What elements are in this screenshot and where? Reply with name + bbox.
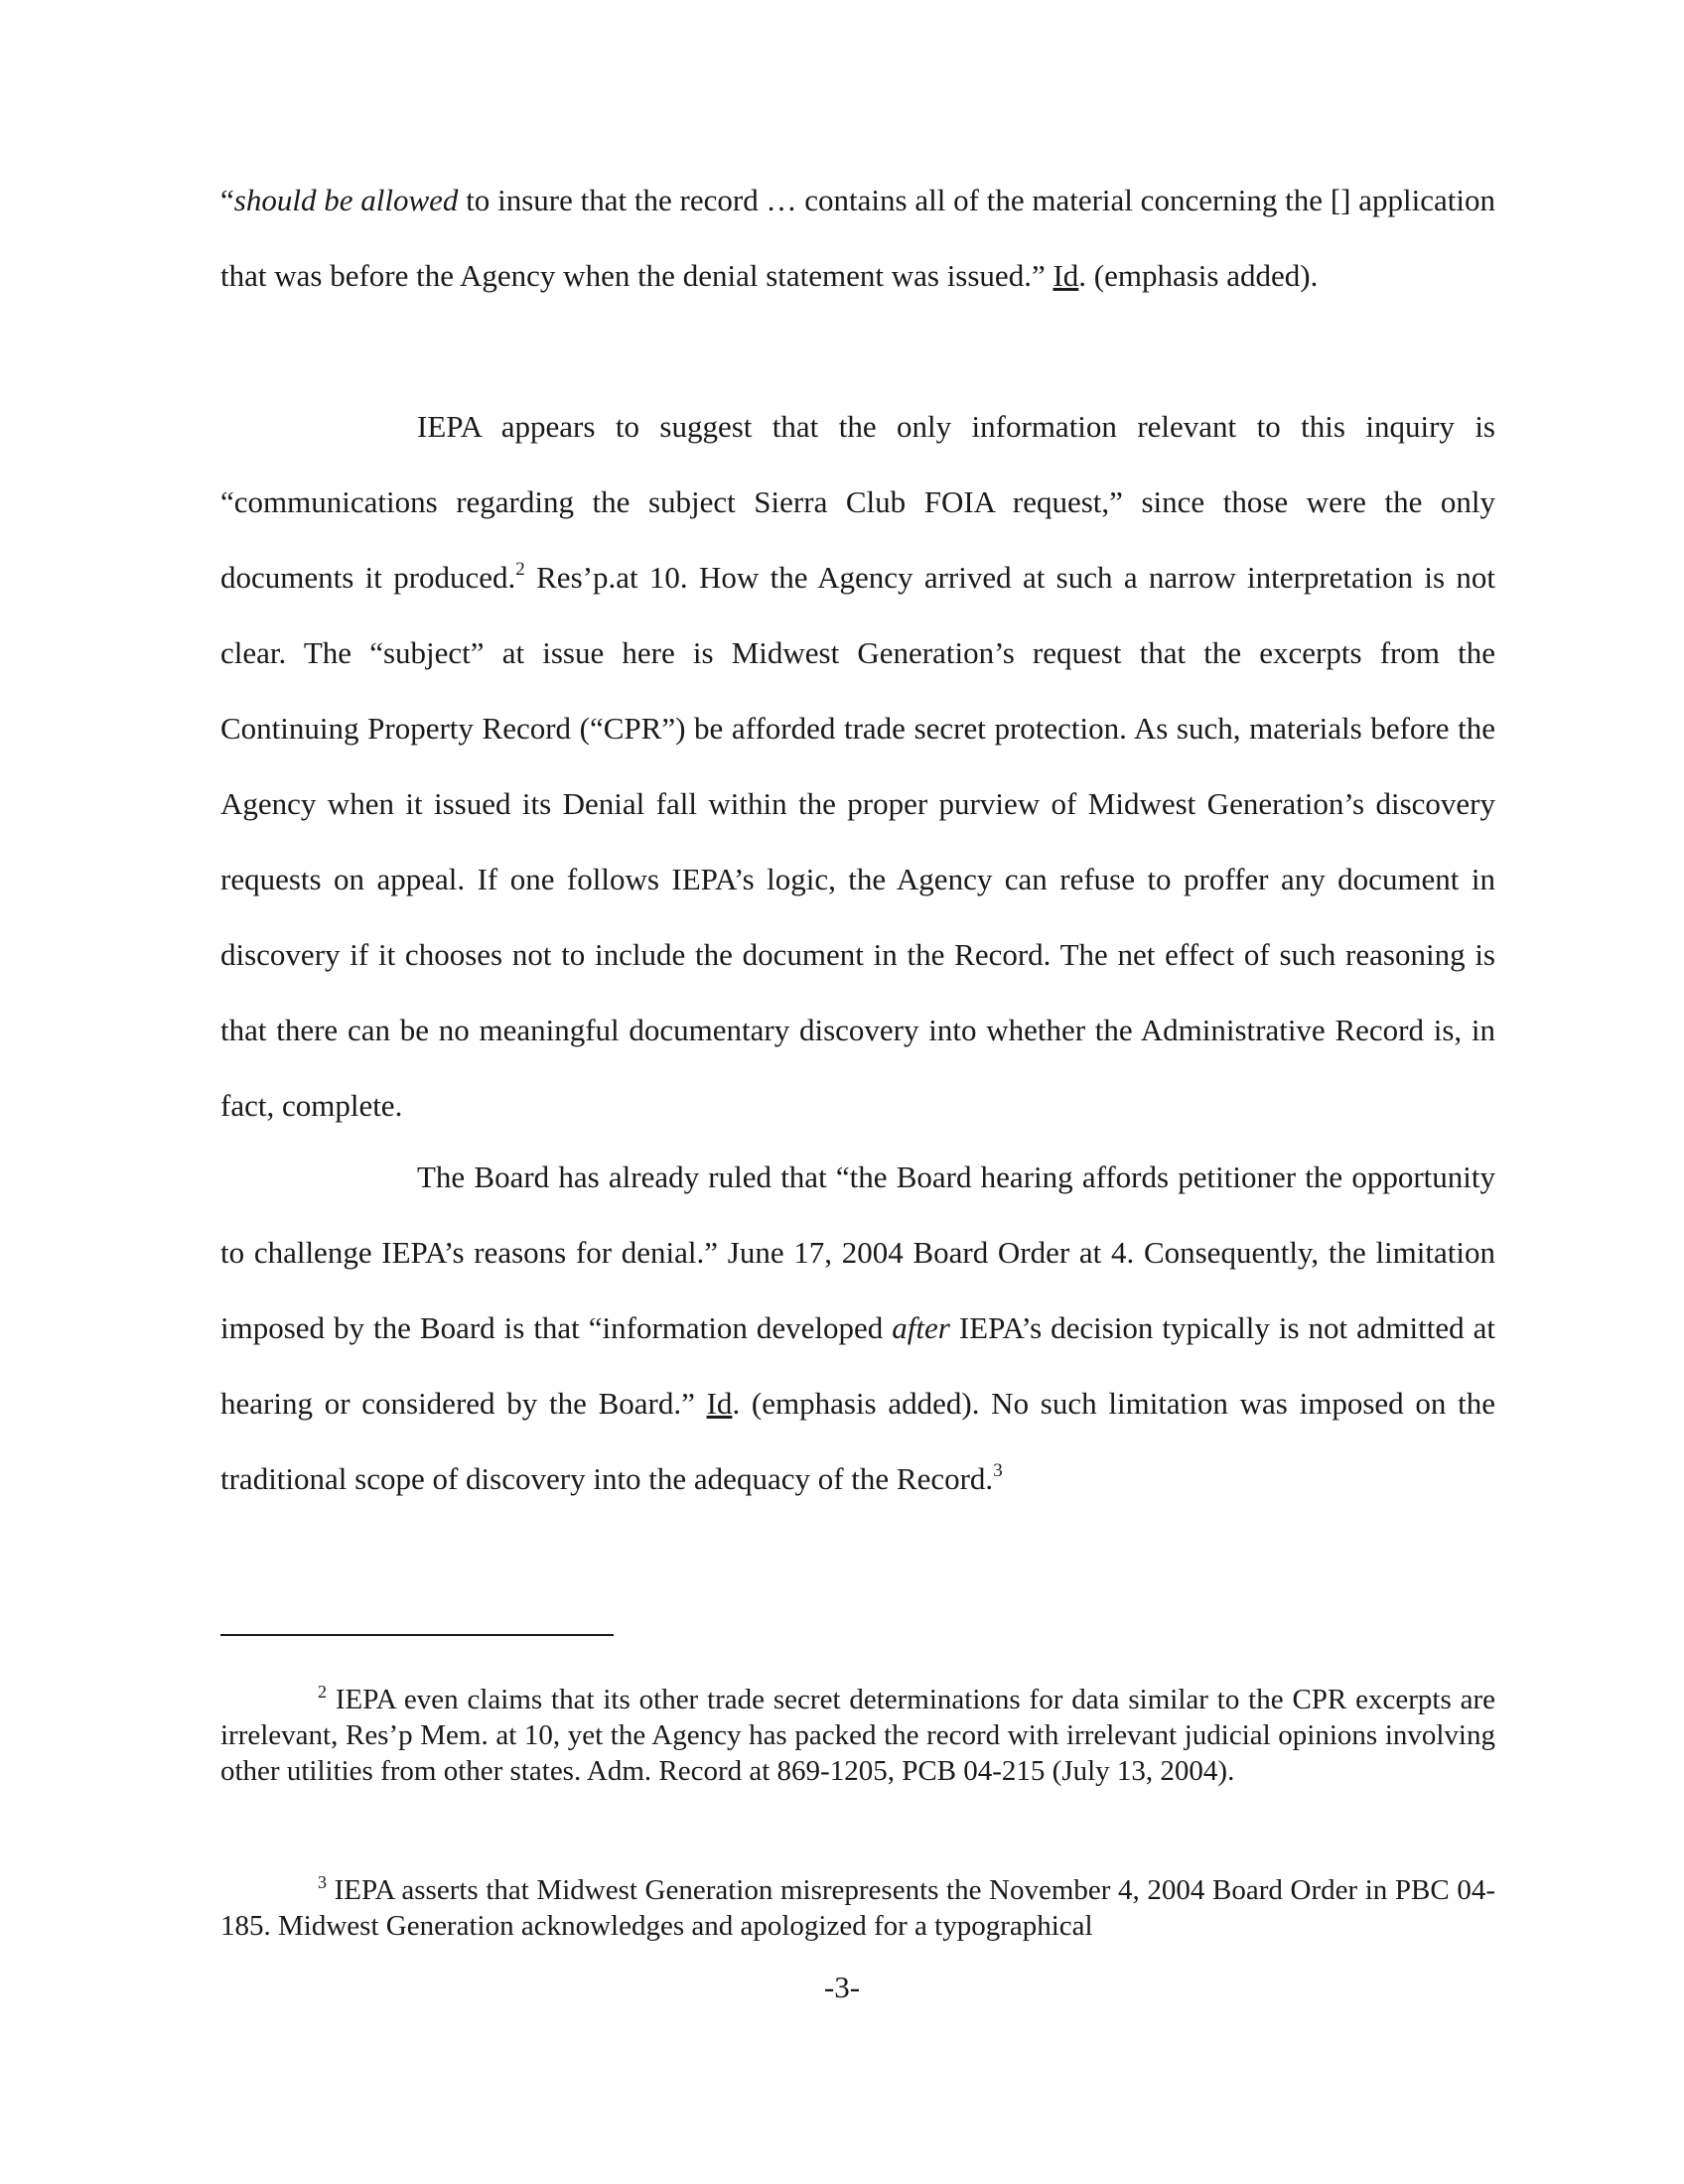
footnote-text: IEPA even claims that its other trade secret determinations for data similar to the CPR excerpts are irrelevant, Res’p Mem. at 10, yet the Agency has packed the record with irrelevant judicial opinions involving other utilities from other states. Adm. Record at 869-1205, PCB 04-215 (July 13, 2004).	[220, 1684, 1495, 1787]
paragraph-text-b: IEPA’s decision typically is not admitted at hearing or considered by the Board.”	[220, 1310, 1495, 1421]
quote-open: “	[220, 183, 234, 217]
footnote-2	[220, 1682, 1495, 1789]
emphasized-word: after	[892, 1310, 950, 1345]
paragraph-text	[220, 163, 1495, 314]
body-paragraph-1	[220, 163, 1495, 314]
footnote-number: 3	[318, 1872, 327, 1892]
paragraph-text-a: The Board has already ruled that “the Board hearing affords petitioner the opportunity to challenge IEPA’s reasons for denial.” June 17, 2004 Board Order at 4. Consequently, the limitation imposed by the Board is that “information developed	[220, 1160, 1495, 1345]
paragraph-text-a: IEPA appears to suggest that the only information relevant to this inquiry is “communications regarding the subject Sierra Club FOIA request,” since those were the only documents it produced.	[220, 409, 1495, 595]
footnote-reference-2: 2	[515, 559, 525, 580]
citation-id: Id	[706, 1386, 733, 1421]
paragraph-text	[220, 389, 1495, 1144]
paragraph-text-b: Res’p.at 10. How the Agency arrived at such a narrow interpretation is not clear. The “subject” at issue here is Midwest Generation’s request that the excerpts from the Continuing Property Record (“CPR”) be afforded trade secret protection. As such, materials before the Agency when it issued its Denial fall within the proper purview of Midwest Generation’s discovery requests on appeal. If one follows IEPA’s logic, the Agency can refuse to proffer any document in discovery if it chooses not to include the document in the Record. The net effect of such reasoning is that there can be no meaningful documentary discovery into whether the Administrative Record is, in fact, complete.	[220, 560, 1495, 1123]
paragraph-text-a: to insure that the record … contains all of the material concerning the [] application that was before the Agency when the denial statement was issued.”	[220, 183, 1495, 293]
footnote-number: 2	[318, 1682, 327, 1702]
footnote-separator	[220, 1634, 614, 1636]
body-paragraph-3	[220, 1140, 1495, 1517]
footnote-reference-3: 3	[993, 1460, 1003, 1481]
paragraph-text-c: . (emphasis added). No such limitation was imposed on the traditional scope of discovery into the adequacy of the Record.	[220, 1386, 1495, 1496]
emphasized-quote: should be allowed	[233, 183, 459, 217]
citation-id: Id	[1052, 258, 1079, 293]
paragraph-text-b: . (emphasis added).	[1078, 258, 1319, 293]
footnote-text: IEPA asserts that Midwest Generation misrepresents the November 4, 2004 Board Order in PBC 04-185. Midwest Generation acknowledges and apologized for a typographical	[220, 1874, 1495, 1942]
footnote-3	[220, 1872, 1495, 1944]
page-number: -3-	[823, 1970, 861, 2004]
paragraph-text	[220, 1140, 1495, 1517]
body-paragraph-2	[220, 389, 1495, 1144]
